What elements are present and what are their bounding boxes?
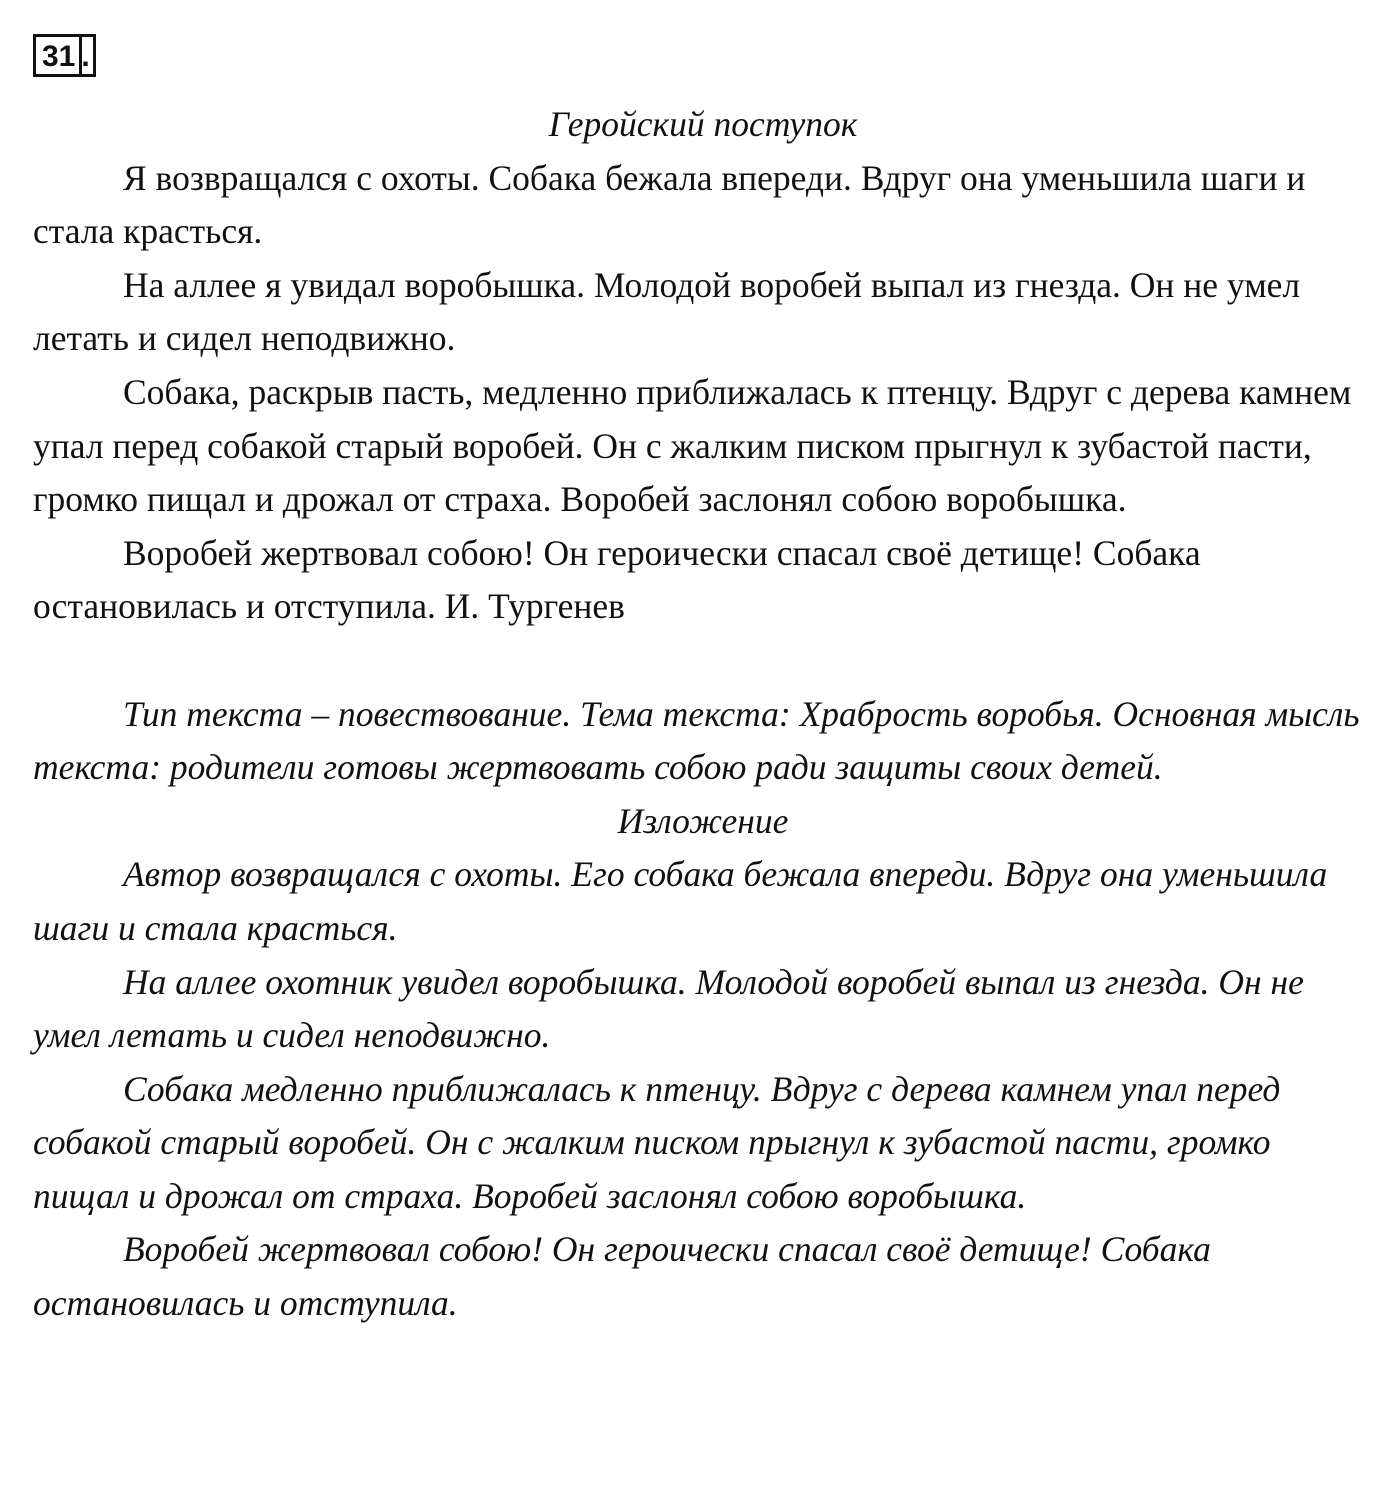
exercise-number (33, 34, 96, 77)
retelling-paragraph: Автор возвращался с охоты. Его собака бежала впереди. Вдруг она уменьшила шаги и стала красться. (33, 854, 1328, 948)
retelling-paragraph: На аллее охотник увидел воробышка. Молодой воробей выпал из гнезда. Он не умел летать и сидел неподвижно. (33, 961, 1304, 1056)
retelling-title: Изложение (617, 800, 789, 841)
text-block (33, 98, 1373, 1331)
original-paragraph: Воробей жертвовал собою! Он героически спасал своё детище! Собака остановилась и отступила. И. Тургенев (33, 532, 1201, 627)
original-title: Геройский поступок (548, 104, 858, 144)
original-paragraph: Я возвращался с охоты. Собака бежала впереди. Вдруг она уменьшила шаги и стала красться. (33, 157, 1306, 252)
original-paragraph: На аллее я увидал воробышка. Молодой воробей выпал из гнезда. Он не умел летать и сидел неподвижно. (33, 264, 1301, 359)
section-spacer (33, 634, 1373, 688)
retelling-paragraph: Собака медленно приближалась к птенцу. Вдруг с дерева камнем упал перед собакой старый воробей. Он с жалким писком прыгнул к зубастой пасти, громко пищал и дрожал от страха. Воробей заслонял собою воробышка. (33, 1068, 1281, 1216)
original-paragraph: Собака, раскрыв пасть, медленно приближалась к птенцу. Вдруг с дерева камнем упал перед собакой старый воробей. Он с жалким писком прыгнул к зубастой пасти, громко пищал и дрожал от страха. Воробей заслонял собою воробышка. (33, 371, 1352, 520)
exercise-number-value: 31 (33, 34, 82, 77)
exercise-number-dot: . (79, 34, 95, 77)
text-analysis: Тип текста – повествование. Тема текста: Храбрость воробья. Основная мысль текста: родители готовы жертвовать собою ради защиты своих детей. (33, 693, 1360, 788)
retelling-paragraph: Воробей жертвовал собою! Он героически спасал своё детище! Собака остановилась и отступила. (33, 1229, 1211, 1324)
